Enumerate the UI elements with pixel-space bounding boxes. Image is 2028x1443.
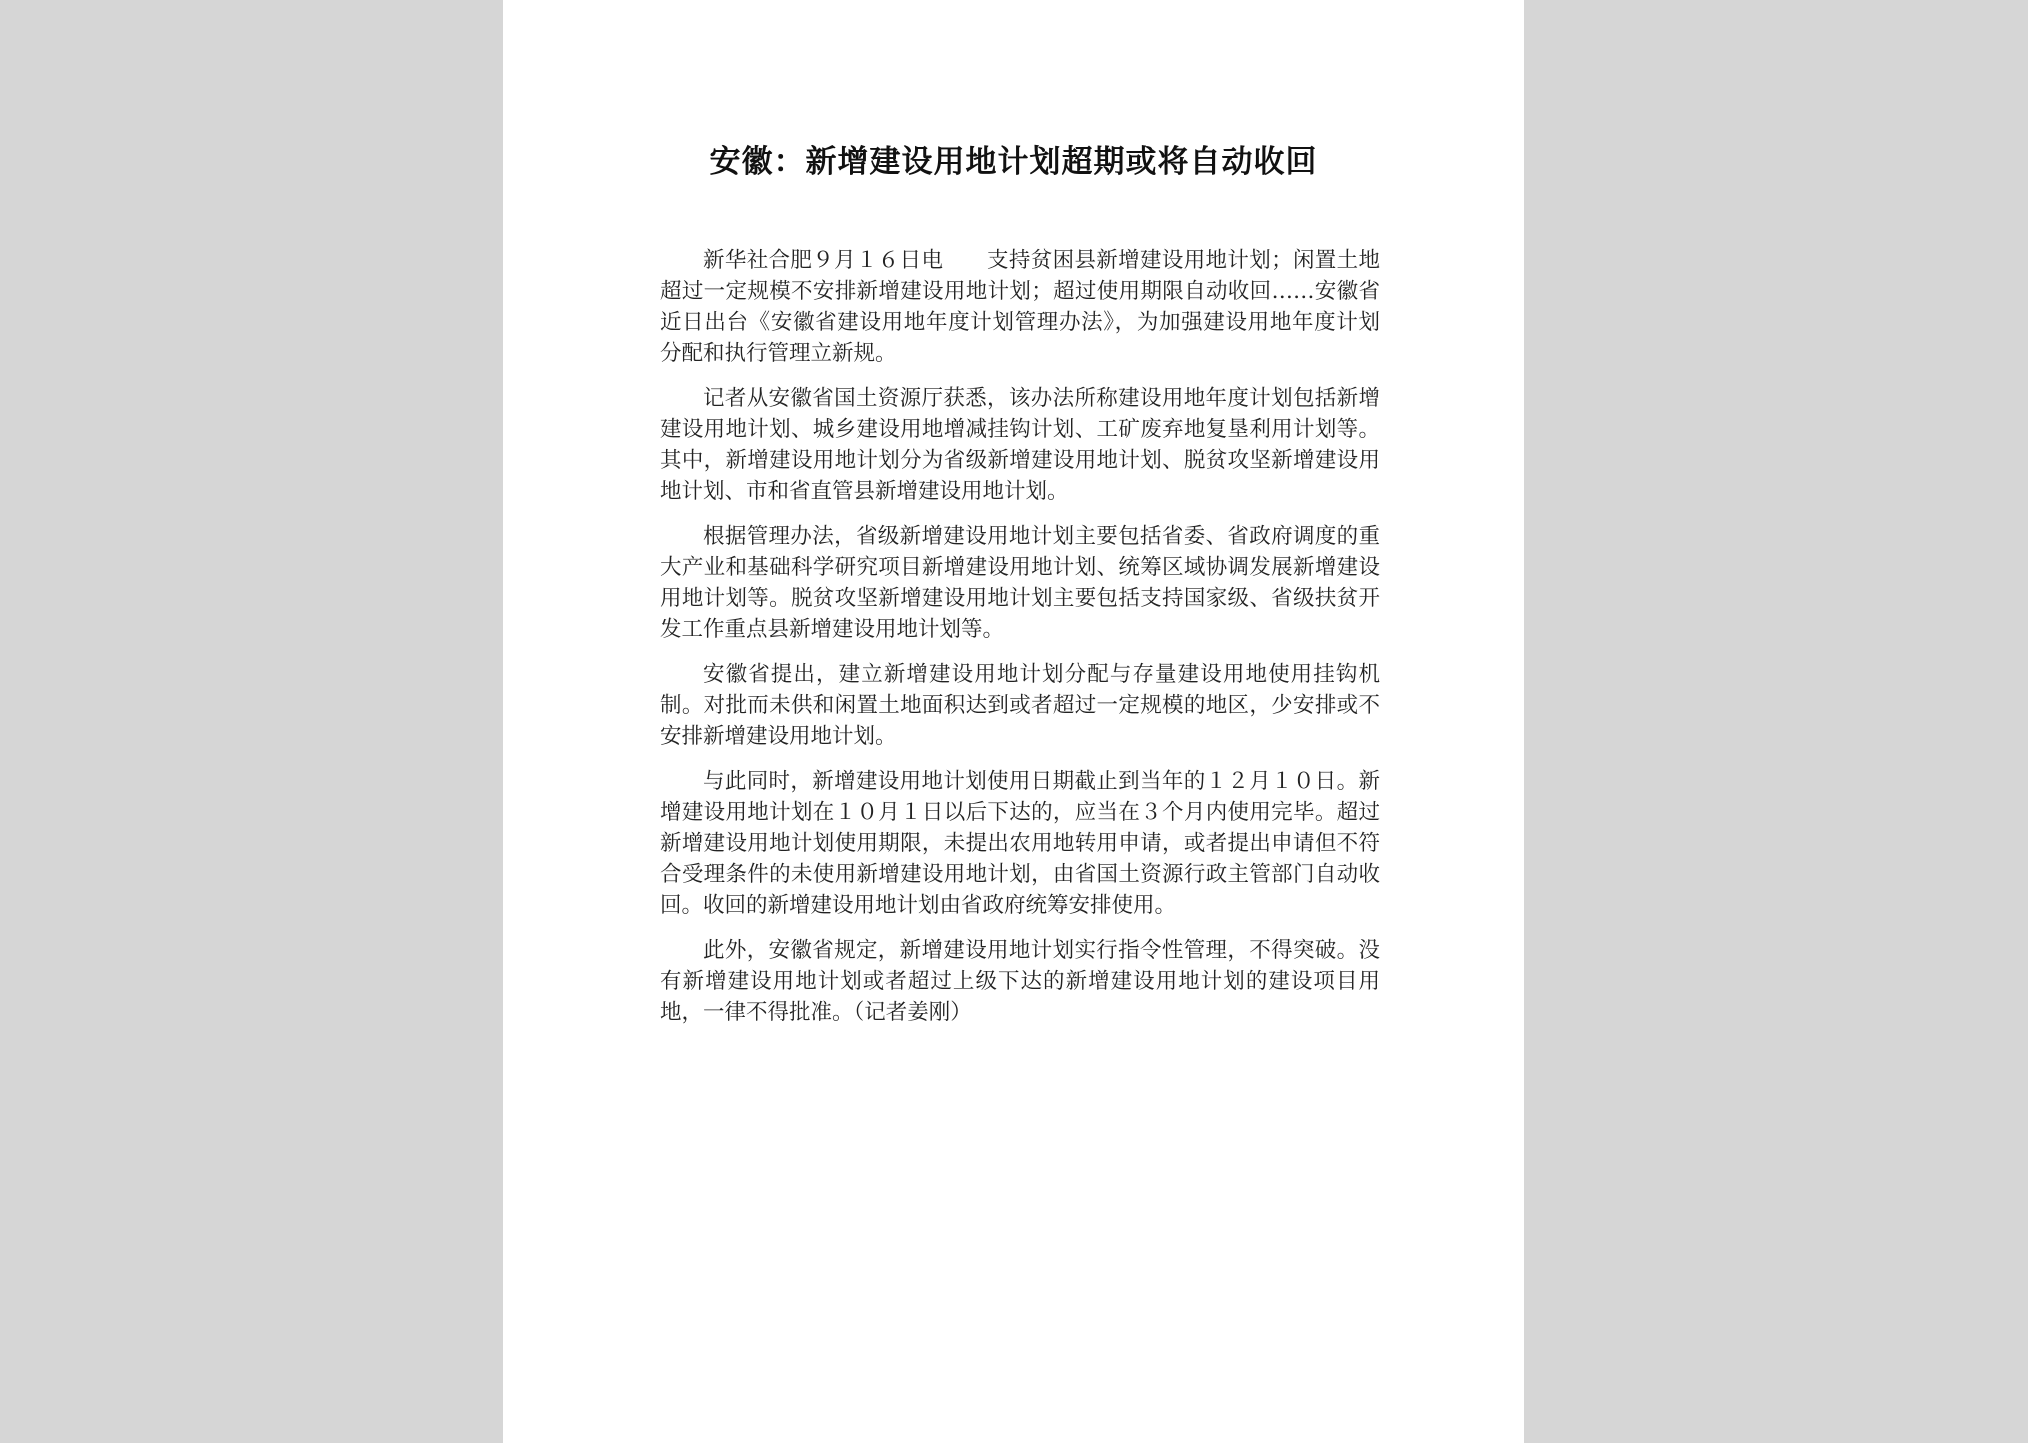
paragraph-6: 此外，安徽省规定，新增建设用地计划实行指令性管理，不得突破。没有新增建设用地计划或者超过上级下达的新增建设用地计划的建设项目用地，一律不得批准。（记者姜刚） bbox=[660, 938, 1380, 1025]
document-body bbox=[660, 245, 1380, 1042]
paragraph-2: 记者从安徽省国土资源厅获悉，该办法所称建设用地年度计划包括新增建设用地计划、城乡建设用地增减挂钩计划、工矿废弃地复垦利用计划等。其中，新增建设用地计划分为省级新增建设用地计划、脱贫攻坚新增建设用地计划、市和省直管县新增建设用地计划。 bbox=[660, 386, 1380, 504]
paragraph-3: 根据管理办法，省级新增建设用地计划主要包括省委、省政府调度的重大产业和基础科学研究项目新增建设用地计划、统筹区域协调发展新增建设用地计划等。脱贫攻坚新增建设用地计划主要包括支持国家级、省级扶贫开发工作重点县新增建设用地计划等。 bbox=[660, 524, 1380, 642]
document-page bbox=[503, 0, 1524, 1443]
document-title: 安徽：新增建设用地计划超期或将自动收回 bbox=[709, 144, 1318, 180]
paragraph-4: 安徽省提出，建立新增建设用地计划分配与存量建设用地使用挂钩机制。对批而未供和闲置土地面积达到或者超过一定规模的地区，少安排或不安排新增建设用地计划。 bbox=[660, 662, 1380, 749]
paragraph-1: 新华社合肥９月１６日电 支持贫困县新增建设用地计划；闲置土地超过一定规模不安排新增建设用地计划；超过使用期限自动收回……安徽省近日出台《安徽省建设用地年度计划管理办法》，为加强建设用地年度计划分配和执行管理立新规。 bbox=[660, 248, 1380, 366]
paragraph-5: 与此同时，新增建设用地计划使用日期截止到当年的１２月１０日。新增建设用地计划在１０月１日以后下达的，应当在３个月内使用完毕。超过新增建设用地计划使用期限，未提出农用地转用申请，或者提出申请但不符合受理条件的未使用新增建设用地计划，由省国土资源行政主管部门自动收回。收回的新增建设用地计划由省政府统筹安排使用。 bbox=[660, 769, 1380, 918]
